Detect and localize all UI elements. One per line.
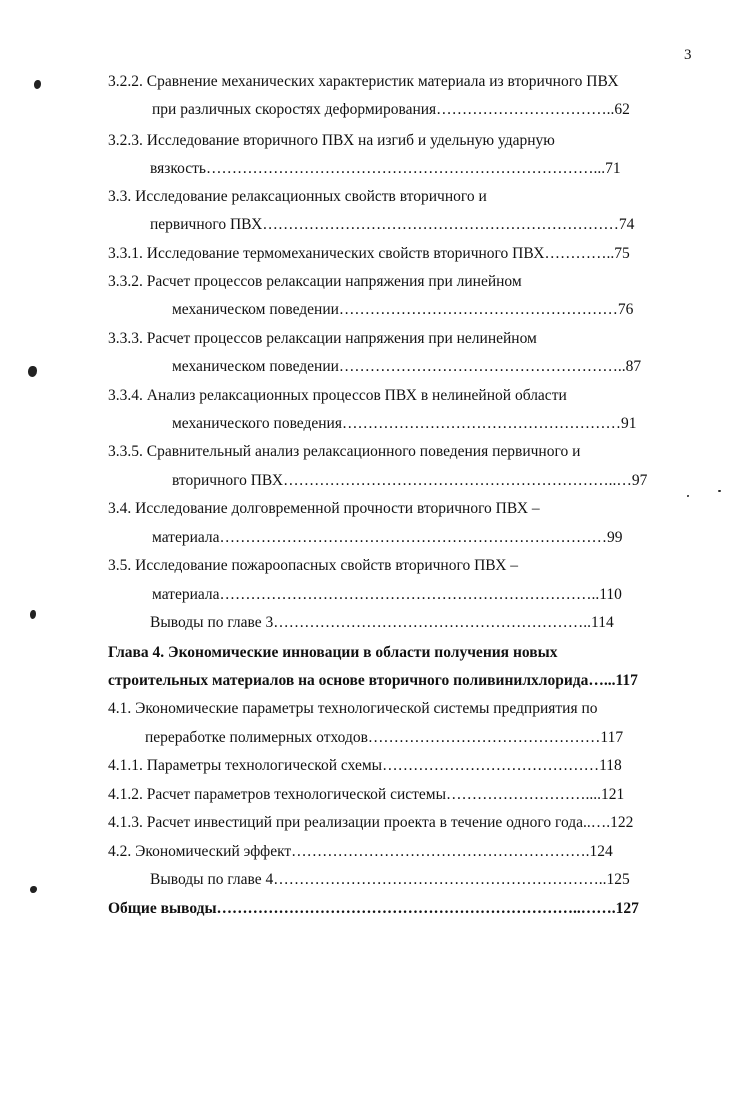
page-number: 3	[684, 47, 692, 63]
general-conclusions-text: Общие выводы……………………………………………………………..…….127	[108, 900, 639, 917]
toc-entry-3-3-4-line2: механического поведения………………………………………………91	[172, 415, 637, 432]
toc-entry-3-5-line1: 3.5. Исследование пожароопасных свойств вторичного ПВХ –	[108, 557, 519, 574]
toc-entry-3-3-2-line1: 3.3.2. Расчет процессов релаксации напряжения при линейном	[108, 273, 522, 290]
toc-entry-4-2: 4.2. Экономический эффект………………………………………………….124	[108, 843, 613, 860]
toc-entry-4-1-3: 4.1.3. Расчет инвестиций при реализации проекта в течение одного года..….122	[108, 814, 634, 831]
toc-entry-4-1-line2: переработке полимерных отходов………………………………………117	[145, 729, 624, 746]
toc-entry-3-3-line2: первичного ПВХ……………………………………………………………74	[150, 216, 635, 233]
toc-entry-3-4-line2: материала…………………………………………………………………99	[152, 529, 623, 546]
toc-entry-3-3-5-line2: вторичного ПВХ………………………………………………………..…97	[172, 472, 648, 489]
toc-entry-4-1-2: 4.1.2. Расчет параметров технологической системы………………………....121	[108, 786, 625, 803]
scan-speck	[718, 490, 721, 492]
toc-entry-3-3-line1: 3.3. Исследование релаксационных свойств вторичного и	[108, 188, 487, 205]
toc-entry-3-3-5-line1: 3.3.5. Сравнительный анализ релаксационного поведения первичного и	[108, 443, 581, 460]
toc-entry-3-2-3-line1: 3.2.3. Исследование вторичного ПВХ на изгиб и удельную ударную	[108, 132, 555, 149]
toc-entry-3-3-1: 3.3.1. Исследование термомеханических свойств вторичного ПВХ…………..75	[108, 245, 630, 262]
toc-entry-4-1-line1: 4.1. Экономические параметры технологической системы предприятия по	[108, 700, 598, 717]
toc-entry-chapter-4-line1: Глава 4. Экономические инновации в области получения новых	[108, 644, 558, 661]
scan-speck	[34, 80, 41, 89]
toc-entry-3-2-2-line2: при различных скоростях деформирования……………………………..62	[152, 101, 630, 118]
scan-speck	[30, 886, 37, 893]
scan-speck	[30, 610, 36, 619]
toc-entry-3-3-3-line1: 3.3.3. Расчет процессов релаксации напряжения при нелинейном	[108, 330, 537, 347]
scan-speck	[687, 495, 689, 497]
toc-entry-3-5-line2: материала………………………………………………………………..110	[152, 586, 622, 603]
toc-entry-conclusions-chapter-4: Выводы по главе 4………………………………………………………..125	[150, 871, 630, 888]
toc-entry-chapter-4-line2: строительных материалов на основе вторичного поливинилхлорида…...117	[108, 672, 638, 689]
toc-entry-3-3-2-line2: механическом поведении………………………………………………76	[172, 301, 634, 318]
toc-entry-3-3-3-line2: механическом поведении………………………………………………..87	[172, 358, 642, 375]
toc-entry-3-2-2-line1: 3.2.2. Сравнение механических характеристик материала из вторичного ПВХ	[108, 73, 619, 90]
toc-entry-3-4-line1: 3.4. Исследование долговременной прочности вторичного ПВХ –	[108, 500, 540, 517]
toc-entry-general-conclusions	[108, 899, 639, 919]
toc-entry-3-2-3-line2: вязкость…………………………………………………………………...71	[150, 160, 621, 177]
toc-entry-conclusions-chapter-3: Выводы по главе 3……………………………………………………..114	[150, 614, 614, 631]
toc-entry-3-3-4-line1: 3.3.4. Анализ релаксационных процессов ПВХ в нелинейной области	[108, 387, 567, 404]
scan-speck	[28, 366, 37, 377]
toc-entry-4-1-1: 4.1.1. Параметры технологической схемы……………………………………118	[108, 757, 622, 774]
